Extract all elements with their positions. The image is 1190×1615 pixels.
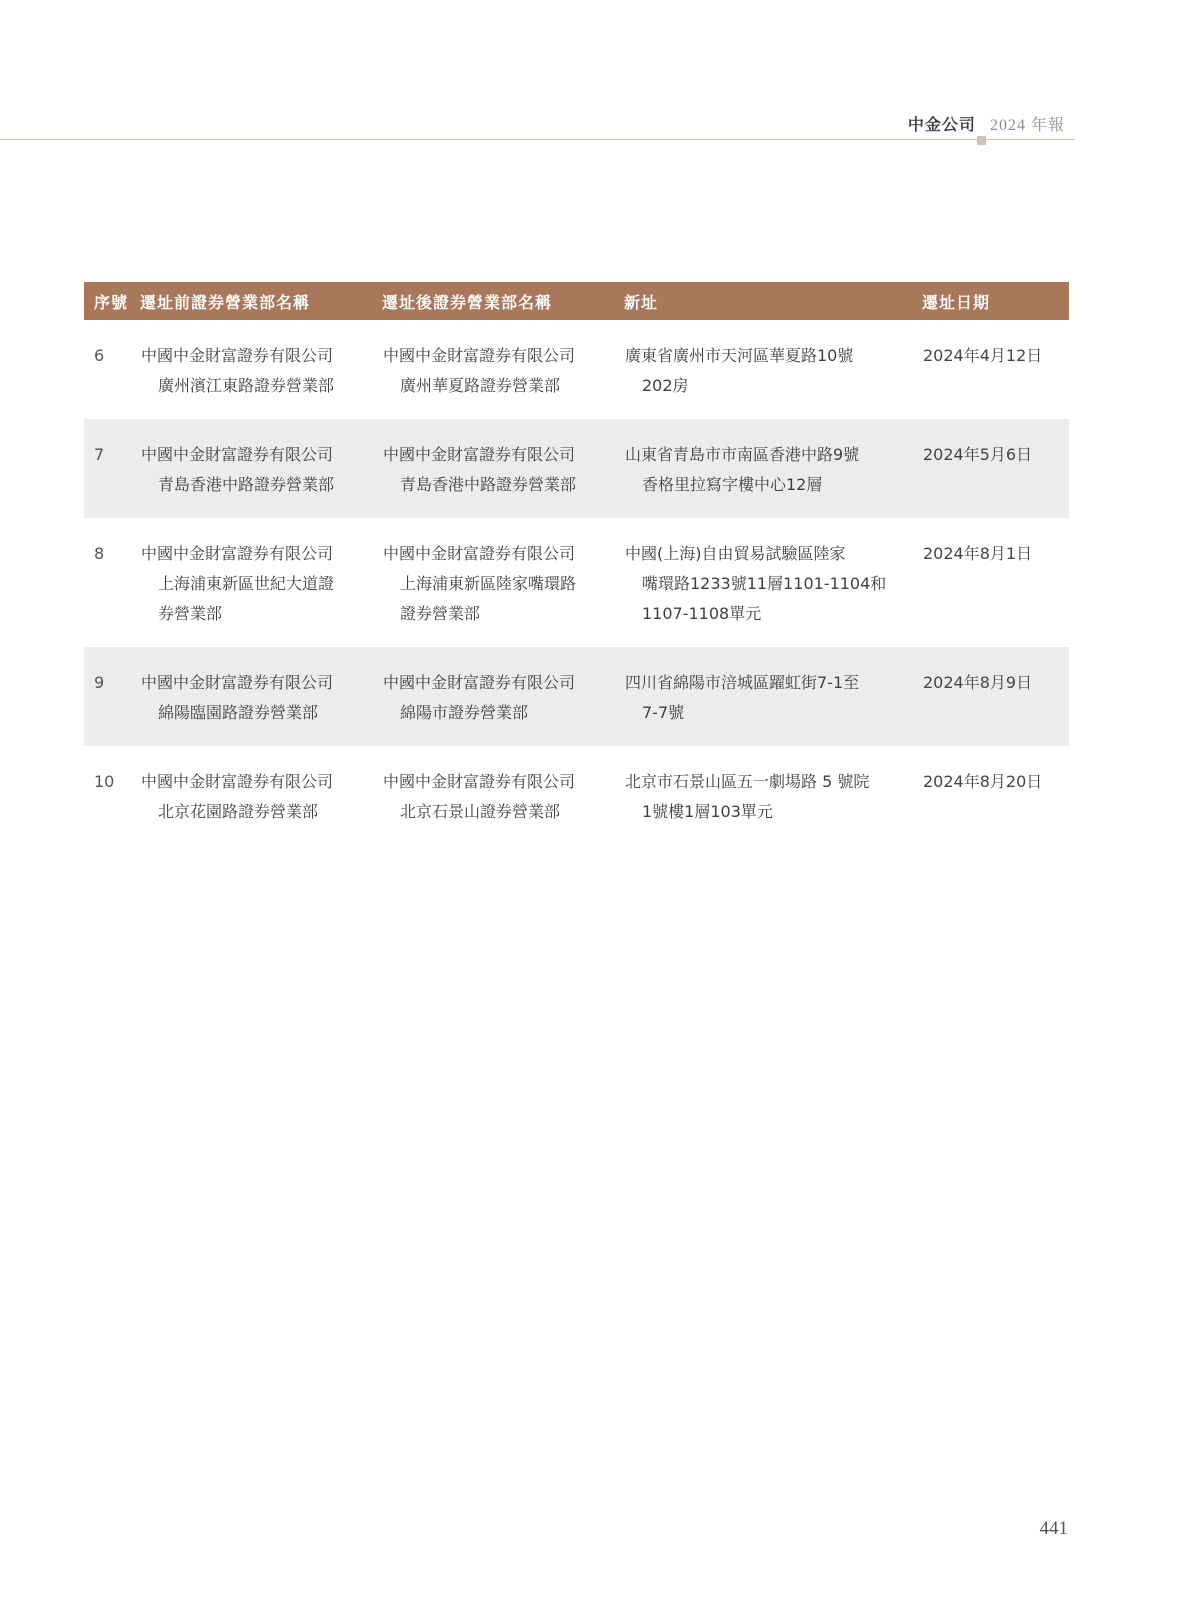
page-number: 441: [1039, 1518, 1068, 1539]
row-number: 10: [94, 772, 115, 791]
after-name-cell: [382, 419, 624, 518]
header-address: 新址: [624, 292, 659, 312]
after-name-cell: [382, 746, 624, 845]
before-name-line: 中國中金財富證券有限公司: [141, 772, 334, 791]
table-row: [84, 320, 1069, 419]
before-name-cell: [140, 419, 382, 518]
relocation-date: 2024年8月9日: [923, 673, 1033, 692]
before-name-cell: [140, 746, 382, 845]
header-square-marker: [977, 136, 986, 145]
after-name-line: 中國中金財富證券有限公司: [383, 673, 576, 692]
before-name-cell: [140, 518, 382, 647]
new-address-line: 香格里拉寫字樓中心12層: [642, 475, 823, 494]
after-name-line: 中國中金財富證券有限公司: [383, 346, 576, 365]
after-name-line: 廣州華夏路證券營業部: [400, 376, 561, 395]
table-row: [84, 746, 1069, 845]
new-address-cell: [624, 647, 922, 746]
new-address-cell: [624, 320, 922, 419]
before-name-line: 上海浦東新區世紀大道證: [158, 574, 335, 593]
header-before: 遷址前證券營業部名稱: [140, 292, 311, 312]
before-name-line: 綿陽臨園路證券營業部: [158, 703, 319, 722]
before-name-line: 青島香港中路證券營業部: [158, 475, 335, 494]
header-date: 遷址日期: [922, 292, 991, 312]
before-name-line: 中國中金財富證券有限公司: [141, 544, 334, 563]
relocation-date: 2024年8月1日: [923, 544, 1033, 563]
before-name-line: 中國中金財富證券有限公司: [141, 673, 334, 692]
before-name-line: 中國中金財富證券有限公司: [141, 346, 334, 365]
new-address-line: 山東省青島市市南區香港中路9號: [625, 445, 860, 464]
new-address-line: 北京市石景山區五一劇場路 5 號院: [625, 772, 870, 791]
before-name-line: 廣州濱江東路證券營業部: [158, 376, 335, 395]
new-address-cell: [624, 746, 922, 845]
company-name: 中金公司: [907, 115, 976, 134]
relocation-date: 2024年8月20日: [923, 772, 1043, 791]
header-no: 序號: [94, 292, 129, 312]
report-title: 2024 年報: [989, 117, 1065, 134]
header-after: 遷址後證券營業部名稱: [382, 292, 553, 312]
new-address-line: 嘴環路1233號11層1101-1104和: [642, 574, 887, 593]
row-number: 9: [94, 673, 105, 692]
running-header: [908, 112, 1065, 135]
table-row: [84, 518, 1069, 647]
row-number: 6: [94, 346, 105, 365]
after-name-line: 北京石景山證券營業部: [400, 802, 561, 821]
before-name-cell: [140, 647, 382, 746]
after-name-line: 上海浦東新區陸家嘴環路: [400, 574, 577, 593]
table-header: [84, 282, 1069, 320]
new-address-line: 中國(上海)自由貿易試驗區陸家: [625, 544, 846, 563]
before-name-line: 北京花園路證券營業部: [158, 802, 319, 821]
after-name-line: 青島香港中路證券營業部: [400, 475, 577, 494]
after-name-line: 中國中金財富證券有限公司: [383, 772, 576, 791]
after-name-line: 中國中金財富證券有限公司: [383, 544, 576, 563]
after-name-cell: [382, 647, 624, 746]
new-address-line: 1號樓1層103單元: [642, 802, 773, 821]
row-number: 7: [94, 445, 105, 464]
after-name-line: 綿陽市證券營業部: [400, 703, 529, 722]
new-address-line: 1107-1108單元: [642, 604, 762, 623]
new-address-line: 四川省綿陽市涪城區躍虹街7-1至: [625, 673, 860, 692]
after-name-line: 中國中金財富證券有限公司: [383, 445, 576, 464]
new-address-line: 7-7號: [642, 703, 685, 722]
before-name-line: 中國中金財富證券有限公司: [141, 445, 334, 464]
before-name-cell: [140, 320, 382, 419]
relocation-date: 2024年4月12日: [923, 346, 1043, 365]
new-address-line: 202房: [642, 376, 689, 395]
relocation-table: [84, 282, 1069, 845]
header-rule: [0, 139, 1075, 140]
relocation-date: 2024年5月6日: [923, 445, 1033, 464]
new-address-line: 廣東省廣州市天河區華夏路10號: [625, 346, 854, 365]
after-name-line: 證券營業部: [400, 604, 481, 623]
new-address-cell: [624, 419, 922, 518]
table-row: [84, 419, 1069, 518]
after-name-cell: [382, 518, 624, 647]
row-number: 8: [94, 544, 105, 563]
new-address-cell: [624, 518, 922, 647]
table-body: [84, 320, 1069, 845]
before-name-line: 券營業部: [158, 604, 223, 623]
after-name-cell: [382, 320, 624, 419]
table-row: [84, 647, 1069, 746]
